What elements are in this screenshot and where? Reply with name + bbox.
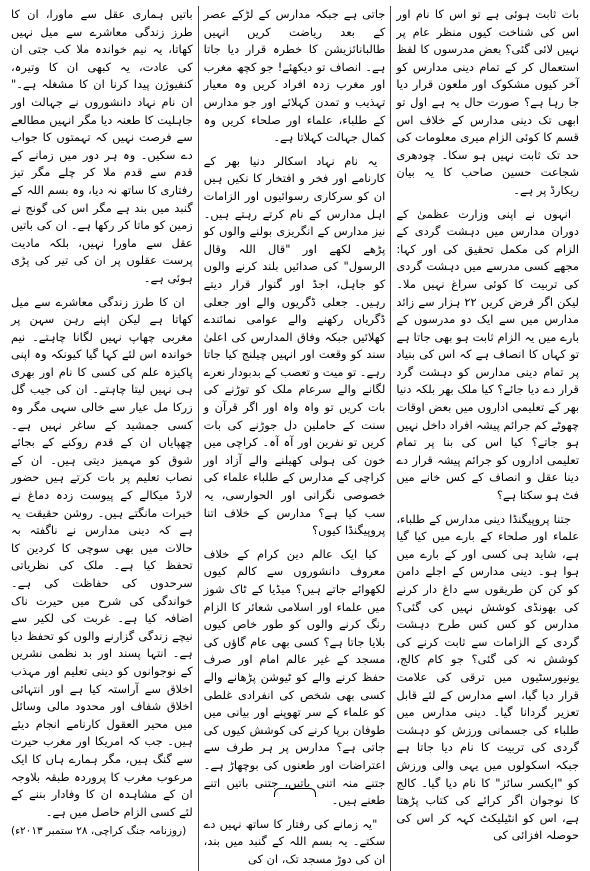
- article-columns: [6, 6, 584, 866]
- paragraph: جتنا پروپیگنڈا دینی مدارس کے طلباء، علماء اور صلحاء کے بارے میں کیا گیا ہے، شاید ہی کسی اور کے بارے میں ہوا ہو۔ دینی مدارس کے اجلے دامن کو کن کن طریقوں سے داغ دار کرنے کی بھونڈی کوشش نہیں کی گئی؟ مدارس کو کس کس طرح دہشت گردی کے الزامات سے ثابت کرنے کی کوشش نہ کی گئی؟ جو کام کالج، یونیورسٹیوں میں ترقی کی علامت قرار دیا گیا، اسے مدارس کے لئے قابل تعزیر گردانا گیا۔ دینی مدارس میں طلباء کی جسمانی ورزش کو دہشت گردی کی تربیت کا نام دیا جاتا ہے جبکہ اسکولوں میں یہی والی ورزش کو "ایکسر سائز" کا نام دیا گیا۔ کالج کا نوجوان اگر کرائے کی کتاب پڑھتا ہے، اس کو انٹیلیکٹ کہہ کر اس کی حوصلہ افزائی کی: [396, 511, 579, 843]
- column-left: [6, 6, 199, 871]
- column-middle: [199, 6, 392, 871]
- footer-tab-shape: [274, 788, 316, 797]
- column-right: [391, 6, 584, 871]
- paragraph: کیا ایک عالم دین کرام کے خلاف معروف دانشوروں سے کالم کیوں لکھوائے جاتے ہیں؟ میڈیا کے ٹاک شوز میں علماء اور اسلامی شعائر کا الزام رنگ کرنے والوں کو طور خاص کیوں بلایا جاتا ہے؟ کسی بھی عام گاؤں کی مسجد کے غیر عالم امام اور صرف حفظ کرنے والے کو ٹیوشن پڑھانے والے کسی بھی شخص کی انفرادی غلطی کو علماء کے سر تھوپنے اور بیانی میں طوفان برپا کرنے کی کوشش کیوں کی جاتی ہے؟ مدارس پر ہر طرف سے اعتراضات اور طعنوں کی بوچھاڑ ہے۔ جتنے منہ اتنی باتیں، جتنی باتیں اتنے طعنے ہیں۔: [203, 546, 386, 808]
- paragraph: انہوں نے اپنی وزارت عظمیٰ کے دوران مدارس میں دہشت گردی کے الزام کی مکمل تحقیق کی اور کہا: مجھے کسی مدرسے میں دہشت گردی کی تربیت کا کوئی سراغ نہیں ملا۔ لیکن اگر فرض کریں ۲۲ ہزار سے زائد مدارس میں سے ایک دو مدرسوں کے بارے میں یہ الزام ثابت ہو بھی جاتا ہے تو کہاں کا انصاف ہے کہ اس کی بنیاد پر تمام دینی مدارس کو دہشت گرد قرار دے دیا جائے؟ کیا ملک بھر بلکہ دنیا بھر کے تعلیمی اداروں میں بعض اوقات چھوٹے کم جرائم پیشہ افراد داخل نہیں ہو جاتے؟ کیا اس کی بنا پر تمام تعلیمی اداروں کو جرائم پیشہ قرار دے دینا عقل و انصاف کے کس خانے میں فٹ ہو سکتا ہے؟: [396, 206, 579, 503]
- source-citation: (روزنامہ جنگ کراچی، ۲۸ ستمبر ۲۰۱۳ء): [11, 825, 187, 838]
- paragraph: باتیں ہماری عقل سے ماورا، ان کا طرز زندگی معاشرے سے میل نہیں کھاتا، یہ نیم خواندہ ملا کب جتی ان کی عادت، یہ کبھی ان کا وتیرہ، کنفیوژن پیدا کرنا ان کا مشغلہ ہے۔" ان نام نہاد دانشوروں نے جہالت اور جاہلیت کا طعنہ دیا مگر انہیں مطالعے سے فرصت نہیں کہ تہمتوں کا جواب دے سکیں۔ وہ ہر دور میں زمانے کے قدم سے قدم ملا کر چلے مگر تیز رفتاری کا ساتھ نہ دیا، وہ بسم اللہ کے گنبد میں بند ہے مگر اس کی گونج نے زمین کو ماتا کر رکھا ہے۔ ان کی باتیں عقل سے ماورا نہیں، بلکہ مادیت پرست عقلوں پر ان کی تیر کی پڑی ہوئی ہے۔: [11, 7, 193, 285]
- paragraph: یہ نام نہاد اسکالر دنیا بھر کے کارنامے اور فخر و افتخار کا نکیں ہیں ان کو سرکاری رسوائیوں اور الزامات اہل مدارس کے نام کرتے رہتے ہیں۔ نیز مدارس کے انگریزی بولنے والوں کو پڑھے لکھے اور "قال اللہ وقال الرسول" کی صدائیں بلند کرنے والوں کو جاہل، اجڈ اور گنوار قرار دیتے رہیں۔ جعلی ڈگریوں والے اور جعلی ڈگریاں رکھنے والے عوامی نمائندے کھلائیں جبکہ وفاق المدارس کی اعلیٰ سند کو وقعت اور انہیں چیلنج کیا جاتا رہے۔ تو میت و تعصب کے بدبودار نعرے لگانے والے سرعام ملک کو توڑنے کی بات کریں تو واہ واہ اور اگر قرآن و سنت کے حاملین دل جوڑنے کی بات کریں تو نفرین اور آہ آہ۔ کراچی میں خون کی ہولی کھیلنے والے آزاد اور کراچی کے مدارس کے طلباء علماء کی خصوصی نگرانی اور الحوارسی، یہ سب کیا ہے؟ مدارس کے خلاف اتنا پروپیگنڈا کیوں؟: [203, 153, 386, 538]
- paragraph: جاتی ہے جبکہ مدارس کے لڑکے عصر کے بعد ریاضت کریں انہیں طالبانائزیشن کا خطرہ قرار دیا جاتا ہے۔ انصاف تو دیکھئے! جو کچھ مغرب اور مغرب زدہ افراد کریں وہ معیار تہذیب و تمدن کہلائے اور جو مدارس کے طلباء، علماء اور صلحاء کریں وہ کمال جہالت کہلاتا ہے۔: [203, 7, 386, 145]
- paragraph: ان کا طرز زندگی معاشرے سے میل کھاتا ہے لیکن اپنے رہن سہن پر مغربی چھاپ نہیں لگانا چاہتے۔ نیم خواندہ اس لئے کہا گیا کیونکہ وہ اپنی پاکیزہ علم کی کسی کا نام اور بھری ہی نہیں لیتا چاہتے۔ ان کی جیب گل زرکا مل عیار سے خالی سہی مگر وہ کسی جمشید کے ساغر نہیں ہے۔ چھپایاں ان کے قدم روکنے کے بجائے شوق کو مہمیز دیتی ہیں۔ ان کے نصاب تعلیم پر بات کرتے ہیں حضور لارڈ میکالے کے پیوست زدہ دماغ نے خیرات مانگتے ہیں۔ روشن حقیقت یہ ہے کہ دینی مدارس نے ناگفتہ بہ حالات میں بھی سوچی کا کردین کا تحفظ کیا ہے۔ ملک کی نظریاتی سرحدوں کی حفاظت کی ہے۔ خواندگی کی شرح میں حیرت ناک اضافہ کیا ہے۔ غربت کی لکیر سے نیچے زندگی گزارنے والوں کو تحفظ دیا ہے۔ انتہا پسند اور بد نظمی نشریں کے نوجوانوں کو دینی تعلیم اور مہذب اخلاق سے آراستہ کیا ہے اور انتہائی اخلاق شفاف اور محدود مالی وسائل میں محیر العقول کارنامے انجام دیئے ہیں۔ جب کہ امریکا اور مغرب حیرت سے گنگ ہیں، مگر ہمارے ہاں کا ایک مرعوب مغرب کا پروردہ طبقہ بلاوجہ ان کے مشاہدہ ان کا وفادار بننے کے لئے کسی الزام حاصل میں ہے۔: [11, 294, 193, 819]
- page-footer-tab: [0, 788, 590, 800]
- paragraph: بات ثابت ہوئی ہے تو اس کا نام اور اس کی شناخت کیوں منظر عام پر نہیں لائی گئی؟ بعض مدرسوں کا لفظ استعمال کر کے تمام دینی مدارس کو آخر کیوں مشکوک اور ملعون قرار دیا جا رہا ہے؟ صورت حال یہ ہے اول تو ابھی تک دینی مدارس کے خلاف اس قسم کا کوئی الزام میری معلومات کی حد تک ثابت نہیں ہو سکا۔ چودھری شجاعت حسین صاحب کا یہ بیان ریکارڈ پر ہے۔: [396, 7, 579, 197]
- paragraph: "یہ زمانے کی رفتار کا ساتھ نہیں دے سکتے۔ یہ بسم اللہ کے گنبد میں بند، ان کی دوڑ مسجد تک، ان کی: [203, 816, 386, 866]
